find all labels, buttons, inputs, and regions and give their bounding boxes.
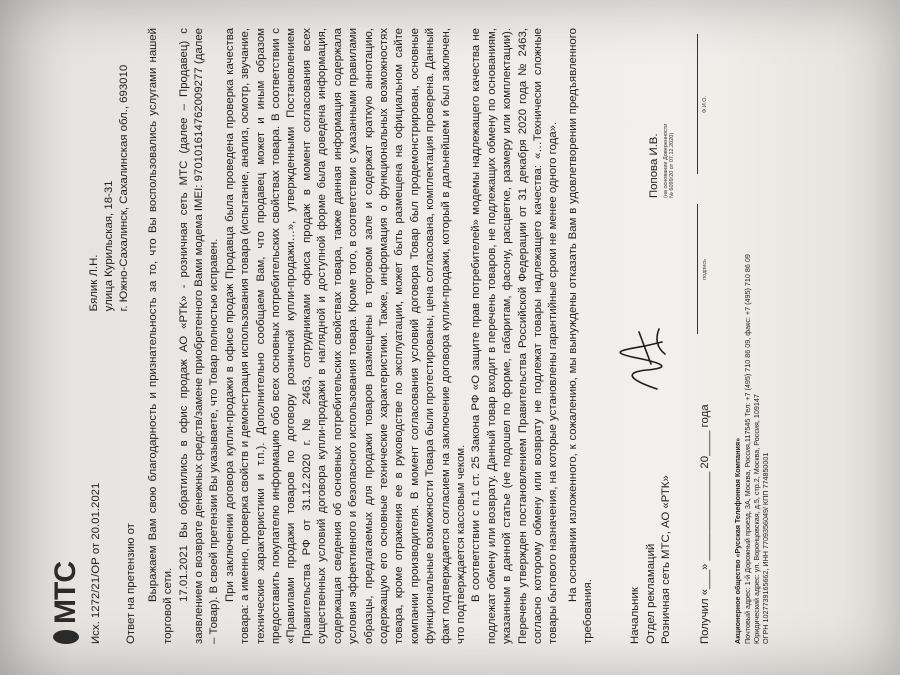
signer-company: Розничная сеть МТС, АО «РТК» [660,474,673,644]
sign-line [686,204,698,334]
signer-name-block [647,28,674,198]
addressee-name: Бялик Л.Н. [88,254,100,311]
handwritten-signature [615,214,675,434]
signature-block [615,28,675,644]
paragraph-thanks: Выражаем Вам свою благодарность и признательность за то, что Вы воспользовались услугами нашей торговой сети. [146,27,175,644]
signer-department: Отдел рекламаций [644,543,657,644]
footer-ogrn: ОГРН 1027739165662, ИНН 7709356049/ КПП 774850001 [761,452,771,644]
letter-page [35,18,865,658]
fio-caption: Ф.И.О. [702,95,708,113]
receipt-row [683,28,714,644]
mts-egg-icon [53,630,79,644]
signer-name: Попова И.В. [648,132,661,198]
signature-scribble-icon [617,324,672,394]
addressee-street: улица Курильская, 18-31 [103,180,115,311]
power-of-attorney-1: (на основании Доверенности [662,123,669,198]
fio-line [686,34,698,174]
footer-legal: Юридический адрес: ул. Воронцовская, д.5, стр.2, Москва, Россия, 109147 [751,393,761,644]
sign-caption: подпись [702,258,708,280]
footer-company: Акционерное общество «Русская Телефонная Компания» [733,437,743,644]
paragraph-refusal: На основании изложенного, к сожалению, мы вынуждены отказать Вам в удовлетворении предъявленного требования. [566,27,595,644]
company-footer [733,28,770,644]
reply-title: Ответ на претензию от [125,522,138,644]
power-of-attorney-2: № 6099/20 от 07.12.2020) [668,132,675,198]
signer-title: Начальник [629,586,642,644]
paragraph-claim: 17.01.2021 Вы обратились в офис продаж АО «РТК» - розничная сеть МТС (далее – Продавец) с заявлением о возврате денежных средств/замене приобретенного Вами модема IMEI: 970101614762009277 (далее – Товар). В своей претензии Вы указываете, что Товар полностью исправен. [177,27,221,644]
receipt-text: Получил «___» ______________ 20____ года [699,403,711,644]
letter-header [87,28,140,644]
mts-logo [49,28,83,644]
addressee-block [87,28,140,311]
footer-postal: Почтовый адрес: 1-й Дорожный проезд, 3А, Москва, Россия,117545 Тел: +7 (495) 710 86 09, факс: +7 (495) 710 86 09 [742,253,752,644]
outgoing-ref: Исх. 1272/21/ОР от 20.01.2021 [90,482,102,644]
addressee-city: г. Южно-Сахалинск, Сахалинская обл., 693010 [118,64,130,311]
logo-text: МТС [49,561,83,624]
paragraph-law: В соответствии с п.1 ст. 25 Закона РФ «О защите прав потребителей» модемы надлежащего качества не подлежат обмену или возврату. Данный товар входит в перечень товаров, не подлежащих обмену по основаниям, указанным в данной статье (не подошел по форме, габаритам, фасону, расцветке, размеру или комплектации). Перечень утвержден постановлением Правительства Российской Федерации от 31 декабря 2020 года № 2463, согласно которому обмену или возврату не подлежат товары надлежащего качества: «…Технически сложные товары бытового назначения, на которые установлены гарантийные сроки не менее одного года». [470,27,560,644]
paragraph-sale-rules: При заключении договора купли-продажи в офисе продаж Продавца была проведена проверка качества товара: а именно, проверка свойств и демонстрация использования товара (испытание, анализ, осмотр, звучание, технические характеристики и т.п.). Дополнительно сообщаем Вам, что продавец может и иным образом предоставить покупателю информацию обо всех основных потребительских свойствах товара. В соответствии с «Правилами продажи товаров по договору розничной купли-продажи…», утвержденными Постановлением Правительства РФ от 31.12.2020 г. № 2463, сотрудниками офиса продаж в момент согласования всех существенных условий договора купли-продажи в наглядной и доступной форме была доведена информация, содержащая сведения об основных потребительских свойствах товара, также данная информация содержала условия эффективного и безопасного использования товара. Кроме того, в соответствии с указанными правилами образцы, предлагаемых для продажи товаров размещены в торговом зале и содержат краткую аннотацию, содержащую его основные технические характеристики. Также, информация о функциональных возможностях товара, кроме отражения ее в руководстве по эксплуатации, может быть размещена на официальном сайте компании производителя. В момент согласования условий договора Товар был продемонстрирован, основные функциональные возможности Товара были протестированы, цена согласована, комплектация проверена. Данный факт подтверждается согласием на заключение договора купли-продажи, который в дальнейшем и был заключен, что подтверждается кассовым чеком. [223,27,467,644]
